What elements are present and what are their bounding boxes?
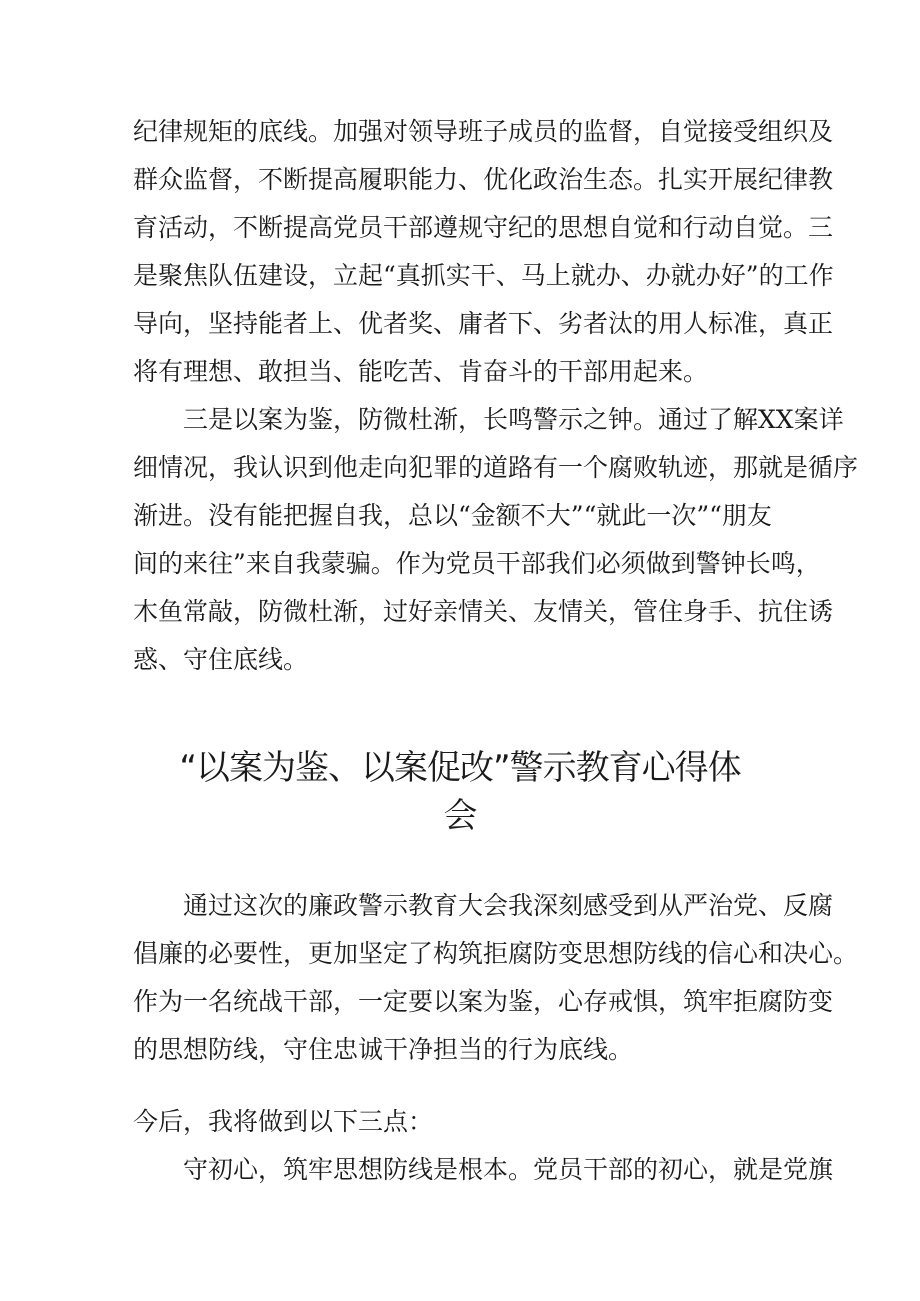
paragraph-line: 间的来往”来自我蒙骗。作为党员干部我们必须做到警钟长鸣， — [133, 549, 821, 578]
paragraph-line: 倡廉的必要性，更加坚定了构筑拒腐防变思想防线的信心和决心。 — [133, 939, 859, 968]
paragraph-line: 导向，坚持能者上、优者奖、庸者下、劣者汰的用人标准，真正 — [133, 309, 834, 338]
paragraph-line: 三是以案为鉴，防微杜渐，长鸣警示之钟。通过了解XX案详 — [183, 405, 844, 434]
paragraph-line: 木鱼常敲，防微杜渐，过好亲情关、友情关，管住身手、抗住诱 — [133, 597, 834, 626]
paragraph-line: 作为一名统战干部，一定要以案为鉴，心存戒惧，筑牢拒腐防变 — [133, 987, 834, 1016]
paragraph-line: 的思想防线，守住忠诚干净担当的行为底线。 — [133, 1035, 634, 1064]
paragraph-line: 纪律规矩的底线。加强对领导班子成员的监督，自觉接受组织及 — [133, 117, 834, 146]
document-title-continued: 会 — [443, 796, 477, 836]
paragraph-line: 细情况，我认识到他走向犯罪的道路有一个腐败轨迹，那就是循序 — [133, 453, 859, 482]
paragraph-line: 育活动，不断提高党员干部遵规守纪的思想自觉和行动自觉。三 — [133, 213, 834, 242]
paragraph-line: 将有理想、敢担当、能吃苦、肯奋斗的干部用起来。 — [133, 357, 709, 386]
paragraph-line: 今后，我将做到以下三点： — [133, 1107, 434, 1136]
paragraph-line: 是聚焦队伍建设，立起“真抓实干、马上就办、办就办好”的工作 — [133, 261, 834, 290]
paragraph-line: 通过这次的廉政警示教育大会我深刻感受到从严治党、反腐 — [183, 891, 834, 920]
document-title: “以案为鉴、以案促改”警示教育心得体 — [179, 748, 741, 788]
paragraph-line: 渐进。没有能把握自我，总以“金额不大”“就此一次”“朋友 — [133, 501, 772, 530]
paragraph-line: 惑、守住底线。 — [133, 645, 309, 674]
paragraph-line: 群众监督，不断提高履职能力、优化政治生态。扎实开展纪律教 — [133, 165, 834, 194]
paragraph-line: 守初心，筑牢思想防线是根本。党员干部的初心，就是党旗 — [183, 1155, 834, 1184]
